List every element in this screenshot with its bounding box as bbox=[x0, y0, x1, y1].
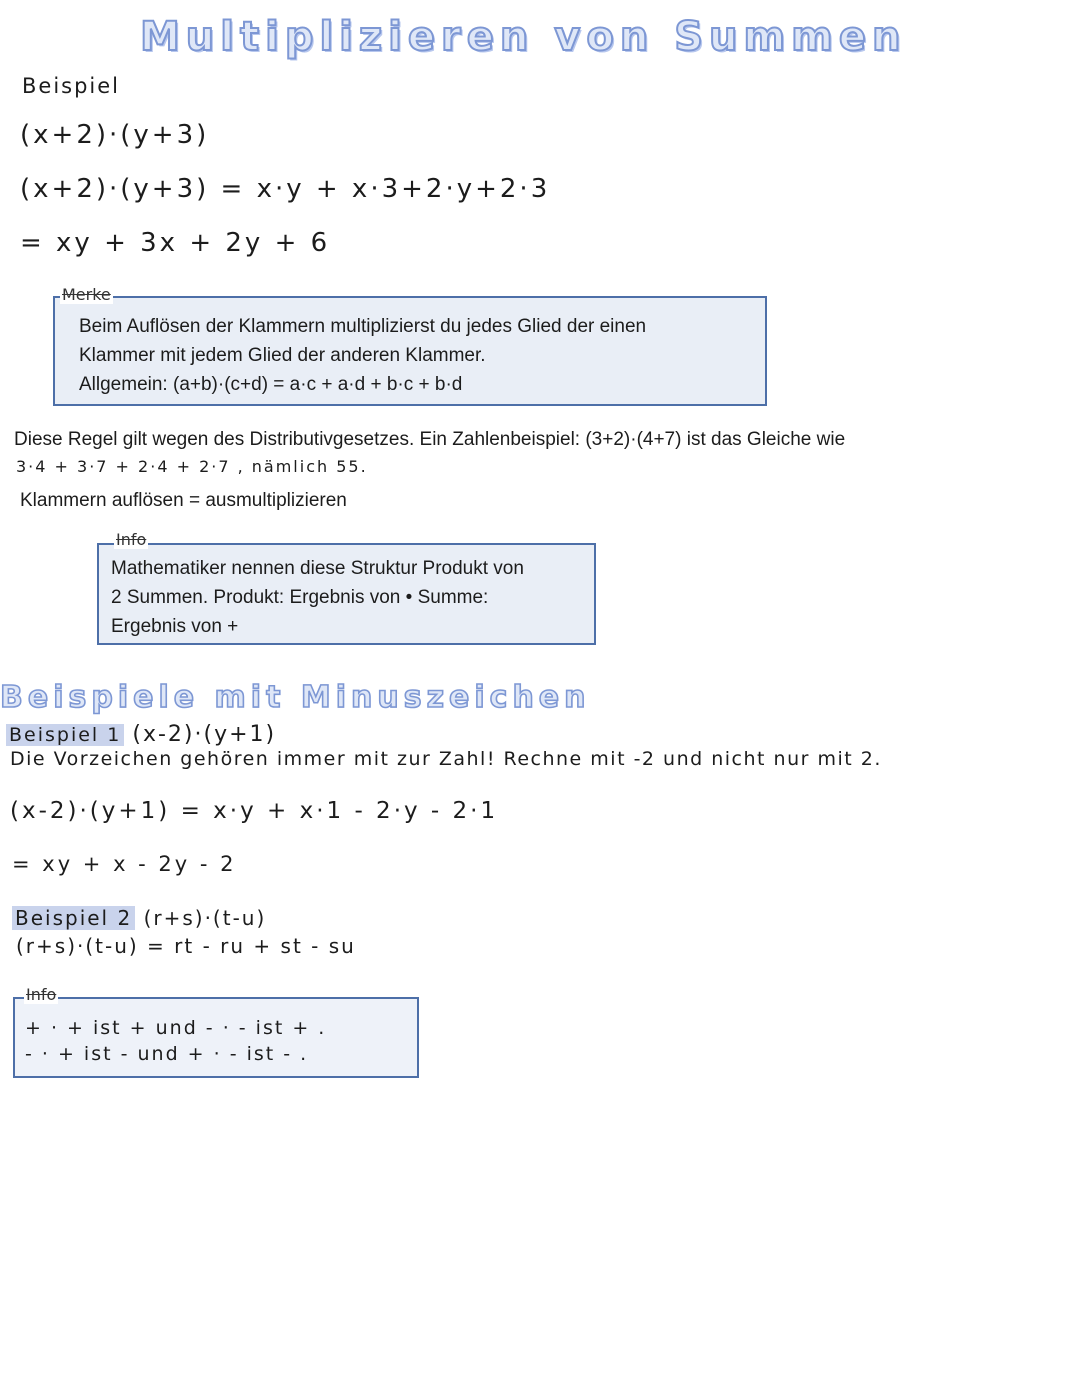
example1-label: Beispiel 1 bbox=[6, 724, 124, 746]
example-expression: (x+2)·(y+3) bbox=[20, 120, 210, 150]
sign-note: Die Vorzeichen gehören immer mit zur Zahl! Rechne mit -2 und nicht nur mit 2. bbox=[10, 748, 882, 770]
sign-rule-1: + · + ist + und - · - ist + . bbox=[25, 1017, 327, 1039]
sign-rules-label: Info bbox=[26, 985, 57, 1004]
sign-rule-2: - · + ist - und + · - ist - . bbox=[25, 1043, 309, 1065]
merke-label: Merke bbox=[62, 285, 111, 304]
rule-definition: Klammern auflösen = ausmultiplizieren bbox=[20, 490, 347, 511]
rule-text: Diese Regel gilt wegen des Distributivgesetzes. Ein Zahlenbeispiel: (3+2)·(4+7) ist das Gleiche wie bbox=[14, 429, 846, 450]
merke-line-1: Beim Auflösen der Klammern multiplizierst du jedes Glied der einen bbox=[79, 316, 647, 337]
info-line-1: Mathematiker nennen diese Struktur Produkt von bbox=[111, 558, 524, 579]
info-line-3: Ergebnis von + bbox=[111, 616, 239, 637]
info-line-2: 2 Summen. Produkt: Ergebnis von • Summe: bbox=[111, 587, 489, 608]
example2-label: Beispiel 2 bbox=[12, 906, 135, 930]
info-box bbox=[97, 543, 596, 645]
example-expansion: (x+2)·(y+3) = x·y + x·3+2·y+2·3 bbox=[20, 174, 551, 204]
merke-box bbox=[53, 296, 767, 406]
example-label: Beispiel bbox=[22, 74, 121, 98]
example1-result: = xy + x - 2y - 2 bbox=[12, 852, 237, 876]
example-result: = xy + 3x + 2y + 6 bbox=[20, 228, 331, 258]
example1-expansion: (x-2)·(y+1) = x·y + x·1 - 2·y - 2·1 bbox=[10, 798, 499, 824]
example1-expression: (x-2)·(y+1) bbox=[132, 722, 277, 747]
example1 bbox=[6, 722, 276, 747]
info-label: Info bbox=[116, 530, 147, 549]
section-title: Beispiele mit Minuszeichen bbox=[0, 680, 591, 715]
merke-line-3: Allgemein: (a+b)·(c+d) = a·c + a·d + b·c + b·d bbox=[79, 374, 463, 395]
merke-line-2: Klammer mit jedem Glied der anderen Klammer. bbox=[79, 345, 486, 366]
rule-numeric-example: 3·4 + 3·7 + 2·4 + 2·7 , nämlich 55. bbox=[16, 457, 368, 476]
sign-rules-box bbox=[13, 997, 419, 1078]
page-title: Multiplizieren von Summen bbox=[140, 14, 907, 60]
example2-expression: (r+s)·(t-u) bbox=[143, 906, 267, 930]
example2-expansion: (r+s)·(t-u) = rt - ru + st - su bbox=[16, 934, 356, 958]
example2 bbox=[12, 906, 266, 930]
